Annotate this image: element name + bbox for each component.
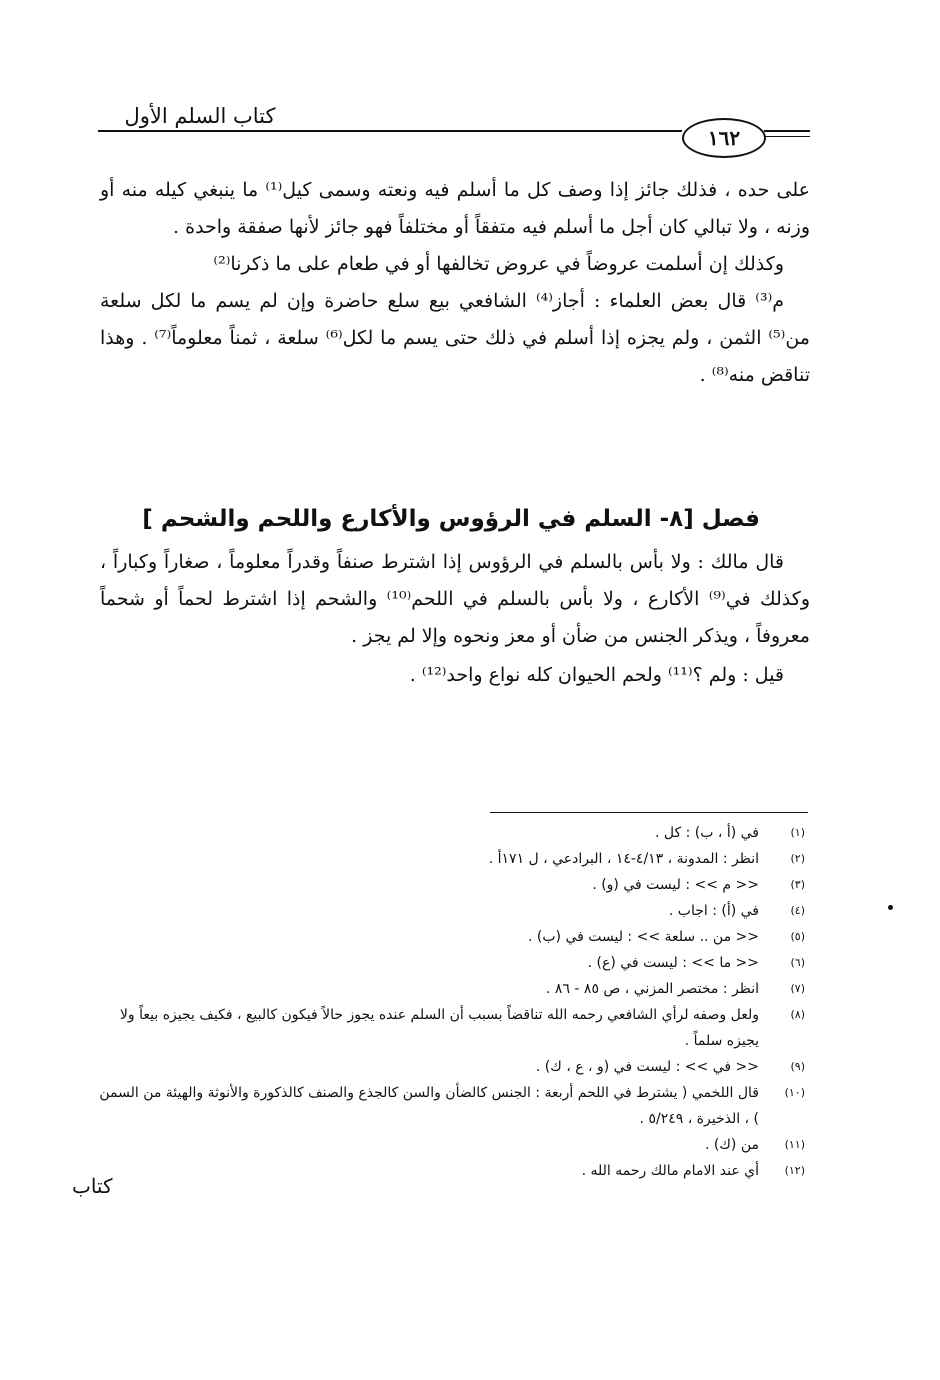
header-rule <box>98 130 682 132</box>
footnote: (٨) ولعل وصفه لرأي الشافعي رحمه الله تناقضاً بسبب أن السلم عنده يجوز حالاً فيكون كالبيع ، فكيف يجيزه بيعاً ولا يجيزه سلماً . <box>119 1007 805 1049</box>
footnote: (٣) << م >> : ليست في (و) . <box>592 877 805 893</box>
paragraph-3: م⁽³⁾ قال بعض العلماء : أجاز⁽⁴⁾ الشافعي بيع سلع حاضرة وإن لم يسم ما لكل سلعة من⁽⁵⁾ الثمن ، ولم يجزه إذا أسلم في ذلك حتى يسم ما لكل⁽⁶⁾ سلعة ، ثمناً معلوماً⁽⁷⁾ . وهذا تناقض منه⁽⁸⁾ . <box>100 290 810 386</box>
footnote: (١٠) قال اللخمي ( يشترط في اللحم أربعة : الجنس كالضأن والسن كالجذع والصنف كالذكورة والأنوثة والهيئة من السمن ) ، الذخيرة ، ٥/٢٤٩ . <box>99 1085 805 1127</box>
footnote: (١٢) أي عند الامام مالك رحمه الله . <box>581 1163 805 1179</box>
scan-speck <box>888 905 893 910</box>
footnote: (٦) << ما >> : ليست في (ع) . <box>587 955 805 971</box>
section-heading: فصل [٨- السلم في الرؤوس والأكارع واللحم والشحم ] <box>142 506 760 532</box>
paragraph-1: على حده ، فذلك جائز إذا وصف كل ما أسلم فيه ونعته وسمى كيل⁽¹⁾ ما ينبغي كيله منه أو وزنه ، ولا تبالي كان أجل ما أسلم فيه متفقاً أو مختلفاً فهو جائز لأنها صفقة واحدة . <box>100 179 810 238</box>
footnotes <box>95 820 805 1184</box>
catchword: كتاب <box>72 1174 113 1198</box>
paragraph-5: قيل : ولم ؟⁽¹¹⁾ ولحم الحيوان كله نواع واحد⁽¹²⁾ . <box>409 664 784 686</box>
footnote: (٤) في (أ) : اجاب . <box>668 903 805 919</box>
footnote: (١) في (أ ، ب) : كل . <box>654 825 805 841</box>
paragraph-2: وكذلك إن أسلمت عروضاً في عروض تخالفها أو في طعام على ما ذكرنا⁽²⁾ <box>213 253 784 275</box>
footnote: (٢) انظر : المدونة ، ٤/١٣-١٤ ، البرادعي ، ل ١٧١أ . <box>488 851 805 867</box>
footnote: (٩) << في >> : ليست في (و ، ع ، ك) . <box>535 1059 805 1075</box>
section-2-text <box>100 544 810 694</box>
footnote: (٥) << من .. سلعة >> : ليست في (ب) . <box>527 929 805 945</box>
page-number: ١٦٢ <box>682 118 766 158</box>
running-title: كتاب السلم الأول <box>124 104 276 128</box>
footnote: (٧) انظر : مختصر المزني ، ص ٨٥ - ٨٦ . <box>546 981 805 997</box>
section-1-text <box>100 172 810 394</box>
header-rule-right-thin <box>764 136 810 137</box>
header-rule-right <box>764 130 810 132</box>
paragraph-4: قال مالك : ولا بأس بالسلم في الرؤوس إذا اشترط صنفاً وقدراً معلوماً ، صغاراً وكباراً ، وكذلك في⁽⁹⁾ الأكارع ، ولا بأس بالسلم في اللحم⁽¹⁰⁾ والشحم إذا اشترط لحماً أو شحماً معروفاً ، ويذكر الجنس من ضأن أو معز ونحوه وإلا لم يجز . <box>100 551 810 647</box>
footnote-separator <box>490 812 808 813</box>
footnote: (١١) من (ك) . <box>705 1137 805 1153</box>
